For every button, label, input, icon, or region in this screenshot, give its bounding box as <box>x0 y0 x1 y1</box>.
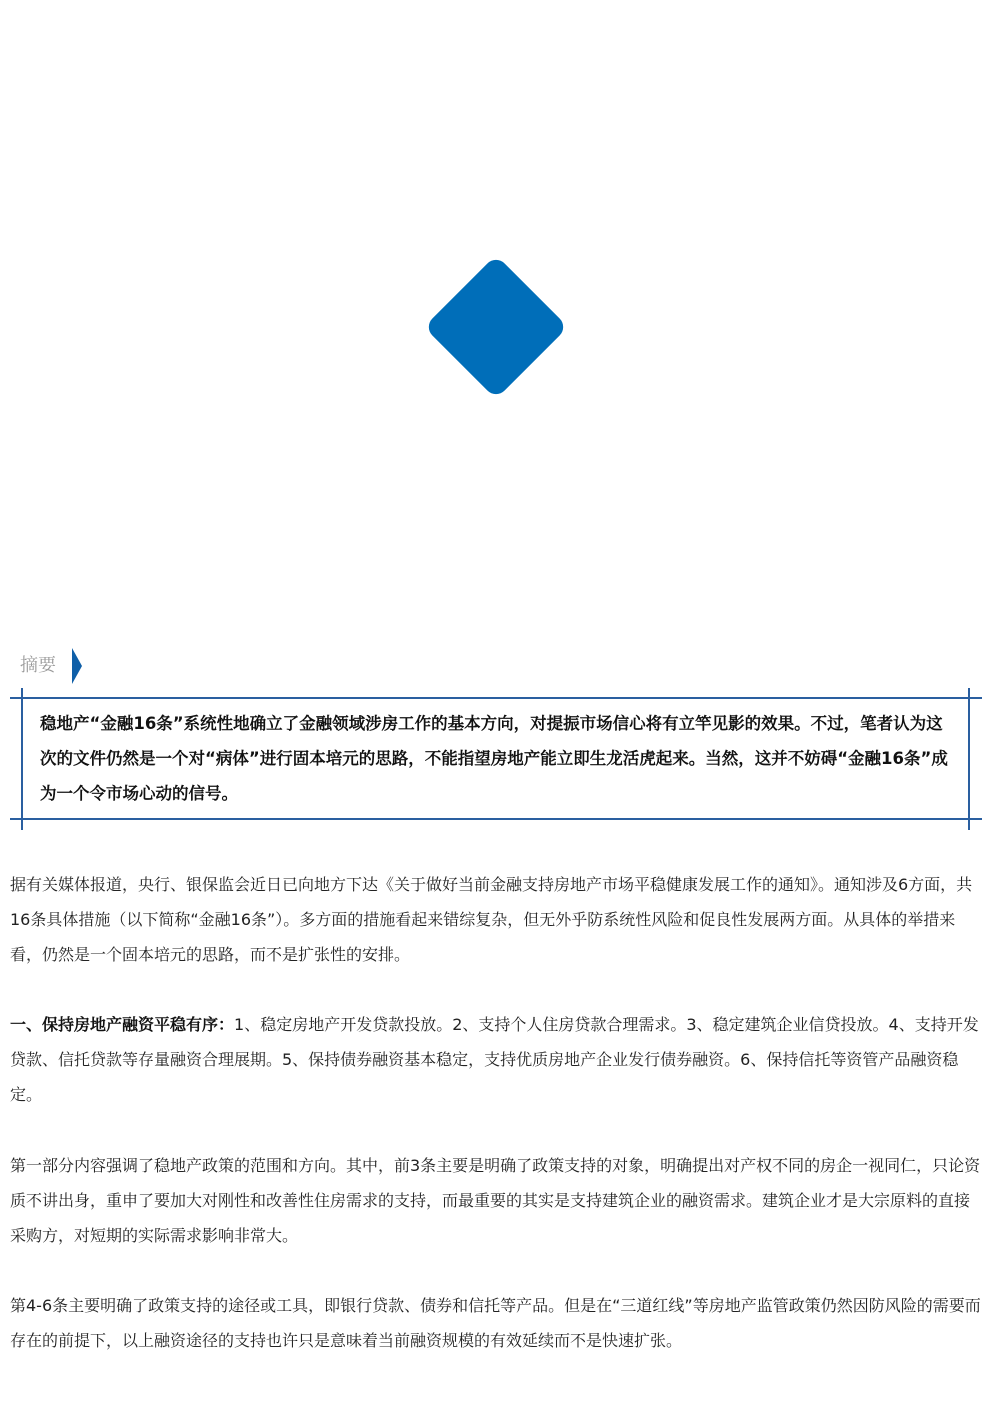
article-paragraph-3: 第一部分内容强调了稳地产政策的范围和方向。其中，前3条主要是明确了政策支持的对象，明确提出对产权不同的房企一视同仁，只论资质不讲出身，重申了要加大对刚性和改善性住房需求的支持，而最重要的其实是支持建筑企业的融资需求。建筑企业才是大宗原料的直接采购方，对短期的实际需求影响非常大。 <box>10 1156 981 1245</box>
abstract-frame-left <box>21 688 23 830</box>
abstract-text: 稳地产“金融16条”系统性地确立了金融领域涉房工作的基本方向，对提振市场信心将有立竿见影的效果。不过，笔者认为这次的文件仍然是一个对“病体”进行固本培元的思路，不能指望房地产能立即生龙活虎起来。当然，这并不妨碍“金融16条”成为一个令市场心动的信号。 <box>40 714 948 803</box>
abstract-frame-bottom <box>10 818 982 820</box>
article-paragraph-4: 第4-6条主要明确了政策支持的途径或工具，即银行贷款、债券和信托等产品。但是在“三道红线”等房地产监管政策仍然因防风险的需要而存在的前提下，以上融资途径的支持也许只是意味着当前融资规模的有效延续而不是快速扩张。 <box>10 1296 981 1350</box>
arrow-right-icon <box>72 648 82 684</box>
abstract-label: 摘要 <box>20 655 56 676</box>
article-paragraph-1: 据有关媒体报道，央行、银保监会近日已向地方下达《关于做好当前金融支持房地产市场平稳健康发展工作的通知》。通知涉及6方面，共16条具体措施（以下简称“金融16条”）。多方面的措施看起来错综复杂，但无外乎防系统性风险和促良性发展两方面。从具体的举措来看，仍然是一个固本培元的思路，而不是扩张性的安排。 <box>10 875 973 964</box>
section-text: 1、稳定房地产开发贷款投放。2、支持个人住房贷款合理需求。3、稳定建筑企业信贷投放。4、支持开发贷款、信托贷款等存量融资合理展期。5、保持债券融资基本稳定，支持优质房地产企业发行债券融资。6、保持信托等资管产品融资稳定。 <box>10 1015 979 1104</box>
brand-logo-diamond <box>424 255 568 399</box>
article-paragraph-2 <box>10 1007 982 1112</box>
section-heading: 一、保持房地产融资平稳有序： <box>10 1015 235 1034</box>
abstract-frame-top <box>10 697 982 699</box>
abstract-header <box>20 648 82 684</box>
abstract-frame-right <box>968 688 970 830</box>
